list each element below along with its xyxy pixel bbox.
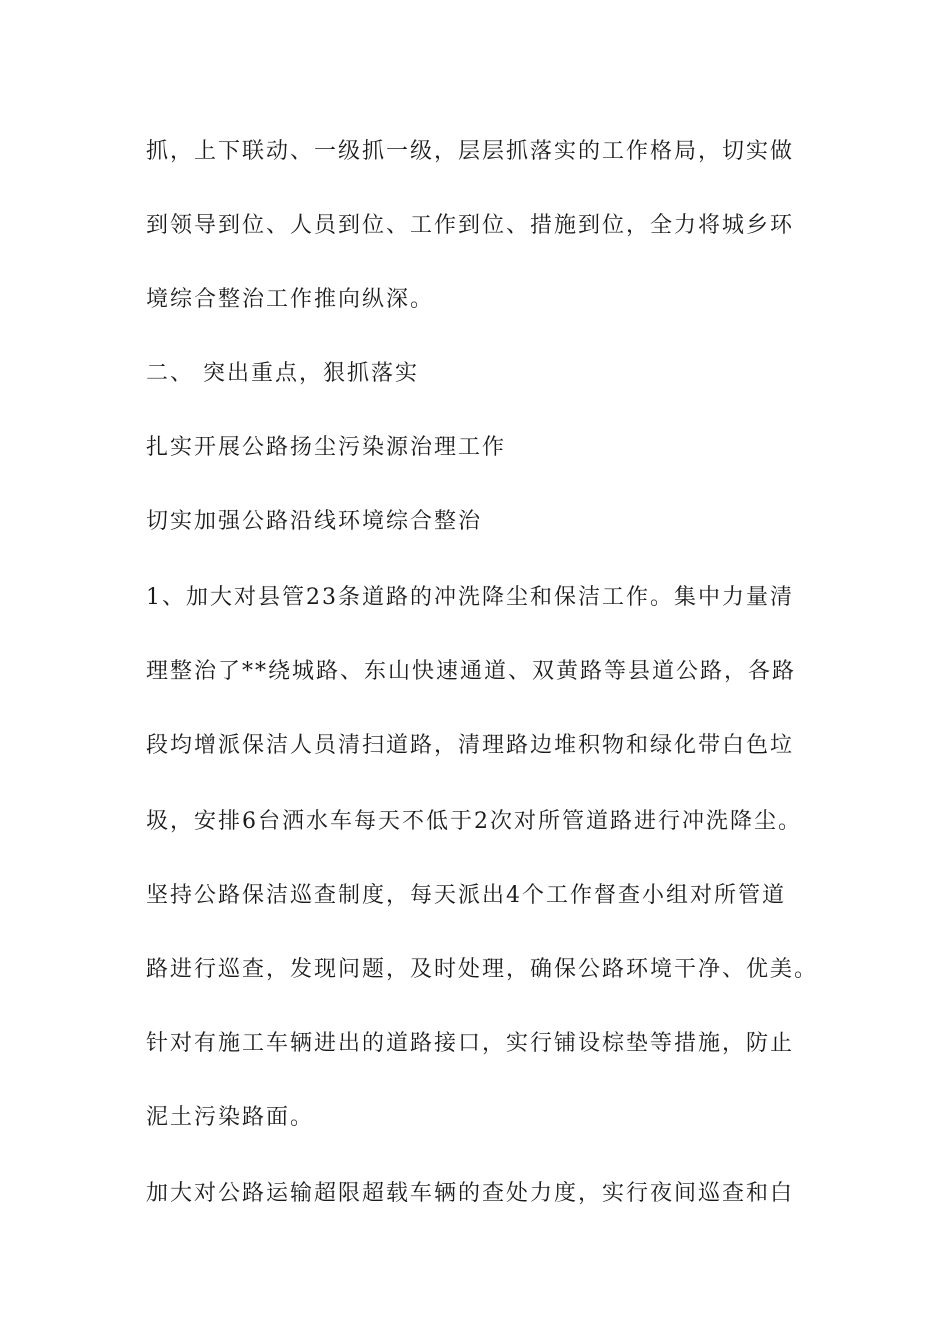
paragraph-line: 段均增派保洁人员清扫道路，清理路边堆积物和绿化带白色垃 (146, 733, 795, 758)
subheading: 扎实开展公路扬尘污染源治理工作 (146, 435, 507, 460)
paragraph-line: 理整治了**绕城路、东山快速通道、双黄路等县道公路，各路 (146, 659, 797, 684)
paragraph-line: 抓，上下联动、一级抓一级，层层抓落实的工作格局，切实做 (146, 139, 795, 164)
paragraph-line: 到领导到位、人员到位、工作到位、措施到位，全力将城乡环 (146, 213, 795, 238)
paragraph-line: 1、加大对县管23条道路的冲洗降尘和保洁工作。集中力量清 (146, 585, 794, 610)
paragraph-line: 境综合整治工作推向纵深。 (146, 287, 435, 312)
subheading: 切实加强公路沿线环境综合整治 (146, 509, 483, 534)
section-heading: 二、 突出重点，狠抓落实 (146, 361, 419, 386)
paragraph-line: 针对有施工车辆进出的道路接口，实行铺设棕垫等措施，防止 (146, 1031, 795, 1056)
paragraph-line: 坚持公路保洁巡查制度，每天派出4个工作督查小组对所管道 (146, 883, 786, 908)
paragraph-line: 泥土污染路面。 (146, 1105, 315, 1130)
paragraph-line: 路进行巡查，发现问题，及时处理，确保公路环境干净、优美。 (146, 957, 819, 982)
paragraph-line: 圾，安排6台洒水车每天不低于2次对所管道路进行冲洗降尘。 (146, 809, 802, 834)
paragraph-line: 加大对公路运输超限超载车辆的查处力度，实行夜间巡查和白 (146, 1181, 795, 1206)
